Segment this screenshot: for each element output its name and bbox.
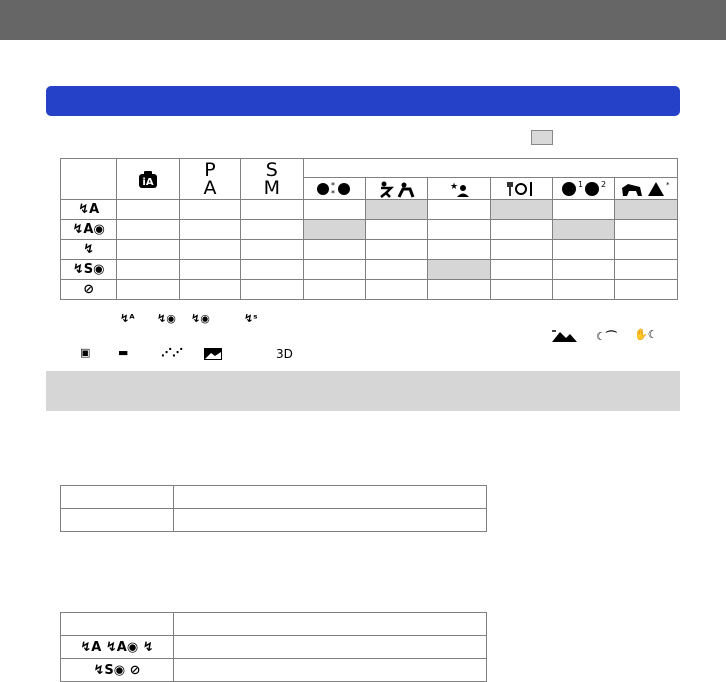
flash-mode-table — [60, 158, 678, 300]
table-3-header-cell — [174, 613, 487, 636]
flash-off-icon: ⊘ — [61, 280, 117, 300]
available-cell — [553, 280, 615, 300]
intelligent-auto-icon — [138, 171, 158, 189]
flash-mode-row — [61, 200, 678, 220]
svg-text:iA: iA — [142, 176, 154, 188]
panorama-icon: ▬ — [118, 346, 129, 359]
available-cell — [615, 240, 678, 260]
table-2-cell — [61, 486, 174, 509]
available-cell — [241, 220, 303, 240]
table-2-cell — [174, 509, 487, 532]
available-cell — [365, 240, 427, 260]
hdr-icon: ▣ — [80, 346, 91, 359]
available-cell — [365, 260, 427, 280]
available-cell — [179, 200, 240, 220]
table-3-cell — [174, 636, 487, 659]
available-cell — [117, 200, 179, 220]
svg-text:2: 2 — [600, 180, 606, 190]
baby-icon — [560, 180, 608, 198]
available-cell — [303, 260, 365, 280]
flash-off-icon: ⊘ — [129, 662, 141, 678]
night-portrait-icon — [448, 180, 470, 198]
available-cell — [117, 280, 179, 300]
svg-text:*: * — [331, 189, 336, 199]
info-band — [46, 371, 680, 411]
col-header-ia — [117, 159, 179, 200]
flash-auto-redeye-icon: ↯A◉ — [105, 639, 139, 655]
available-cell — [241, 280, 303, 300]
landscape-icon — [203, 347, 223, 361]
top-bar — [0, 0, 726, 40]
night-scenery-icon: ☾⌒ — [596, 330, 617, 343]
flash-slow-sync-redeye-icon: ↯S◉ — [61, 260, 117, 280]
available-cell — [428, 280, 490, 300]
flash-mode-row — [61, 260, 678, 280]
flash-auto-redeye-small-icon: ↯◉ — [157, 312, 176, 325]
flash-forced-on-icon: ↯ — [142, 639, 154, 655]
available-cell — [179, 260, 240, 280]
unavailable-cell — [615, 200, 678, 220]
col-header-night-portrait — [428, 178, 490, 200]
col-header-baby — [553, 178, 615, 200]
unavailable-cell — [428, 260, 490, 280]
flash-auto-small-icon: ↯ᴬ — [120, 312, 135, 325]
available-cell — [615, 220, 678, 240]
available-cell — [117, 260, 179, 280]
available-cell — [179, 280, 240, 300]
available-cell — [553, 200, 615, 220]
col-header-pa: P A — [179, 159, 240, 200]
available-cell — [241, 200, 303, 220]
available-cell — [303, 280, 365, 300]
available-cell — [553, 260, 615, 280]
table-3-header-cell — [61, 613, 174, 636]
available-cell — [179, 240, 240, 260]
corner-cell — [61, 159, 117, 200]
scenery-icon — [550, 328, 578, 344]
section-title-bar — [46, 86, 680, 116]
available-cell — [490, 220, 552, 240]
unavailable-cell — [553, 220, 615, 240]
col-header-sports — [365, 178, 427, 200]
table-3-icon-cell — [61, 659, 174, 682]
starry-sky-icon: ⋰⋰ — [161, 346, 183, 359]
available-cell — [490, 280, 552, 300]
flash-mode-row — [61, 280, 678, 300]
available-cell — [365, 220, 427, 240]
col-header-pet — [615, 178, 678, 200]
table-3-icon-cell — [61, 636, 174, 659]
flash-slow-sync-redeye-icon: ↯S◉ — [93, 662, 126, 678]
available-cell — [428, 220, 490, 240]
available-cell — [365, 280, 427, 300]
svg-text:★: ★ — [450, 182, 459, 193]
unavailable-cell — [365, 200, 427, 220]
portrait-skin-icon — [314, 180, 354, 198]
settings-table-3 — [60, 612, 487, 682]
available-cell — [241, 260, 303, 280]
svg-text:1: 1 — [577, 180, 583, 190]
available-cell — [241, 240, 303, 260]
available-cell — [553, 240, 615, 260]
available-cell — [428, 240, 490, 260]
table-3-cell — [174, 659, 487, 682]
handheld-night-icon: ✋☾ — [634, 328, 658, 341]
svg-text:*: * — [666, 181, 670, 190]
settings-table-2 — [60, 485, 487, 532]
available-cell — [303, 240, 365, 260]
flash-slow-redeye-small-icon: ↯◉ — [191, 312, 210, 325]
shaded-legend-swatch — [531, 130, 553, 145]
pet-sunset-icon — [620, 180, 672, 198]
table-2-cell — [174, 486, 487, 509]
flash-mode-row — [61, 220, 678, 240]
flash-auto-icon: ↯A — [80, 639, 102, 655]
available-cell — [179, 220, 240, 240]
available-cell — [117, 240, 179, 260]
sports-kids-icon — [377, 180, 417, 198]
flash-mode-row — [61, 240, 678, 260]
available-cell — [117, 220, 179, 240]
col-header-portrait — [303, 178, 365, 200]
table-2-cell — [61, 509, 174, 532]
col-header-food — [490, 178, 552, 200]
available-cell — [490, 240, 552, 260]
available-cell — [615, 260, 678, 280]
flash-auto-icon: ↯A — [61, 200, 117, 220]
flash-auto-redeye-icon: ↯A◉ — [61, 220, 117, 240]
unavailable-cell — [490, 200, 552, 220]
flash-forced-on-icon: ↯ — [61, 240, 117, 260]
food-icon — [506, 180, 536, 198]
flash-slow-small-icon: ↯ˢ — [244, 312, 258, 325]
svg-text:*: * — [331, 181, 336, 191]
available-cell — [303, 200, 365, 220]
col-header-sm: S M — [241, 159, 303, 200]
unavailable-cell — [303, 220, 365, 240]
available-cell — [428, 200, 490, 220]
available-cell — [615, 280, 678, 300]
three-d-label: 3D — [276, 347, 293, 361]
available-cell — [490, 260, 552, 280]
scene-group-header — [303, 159, 677, 178]
